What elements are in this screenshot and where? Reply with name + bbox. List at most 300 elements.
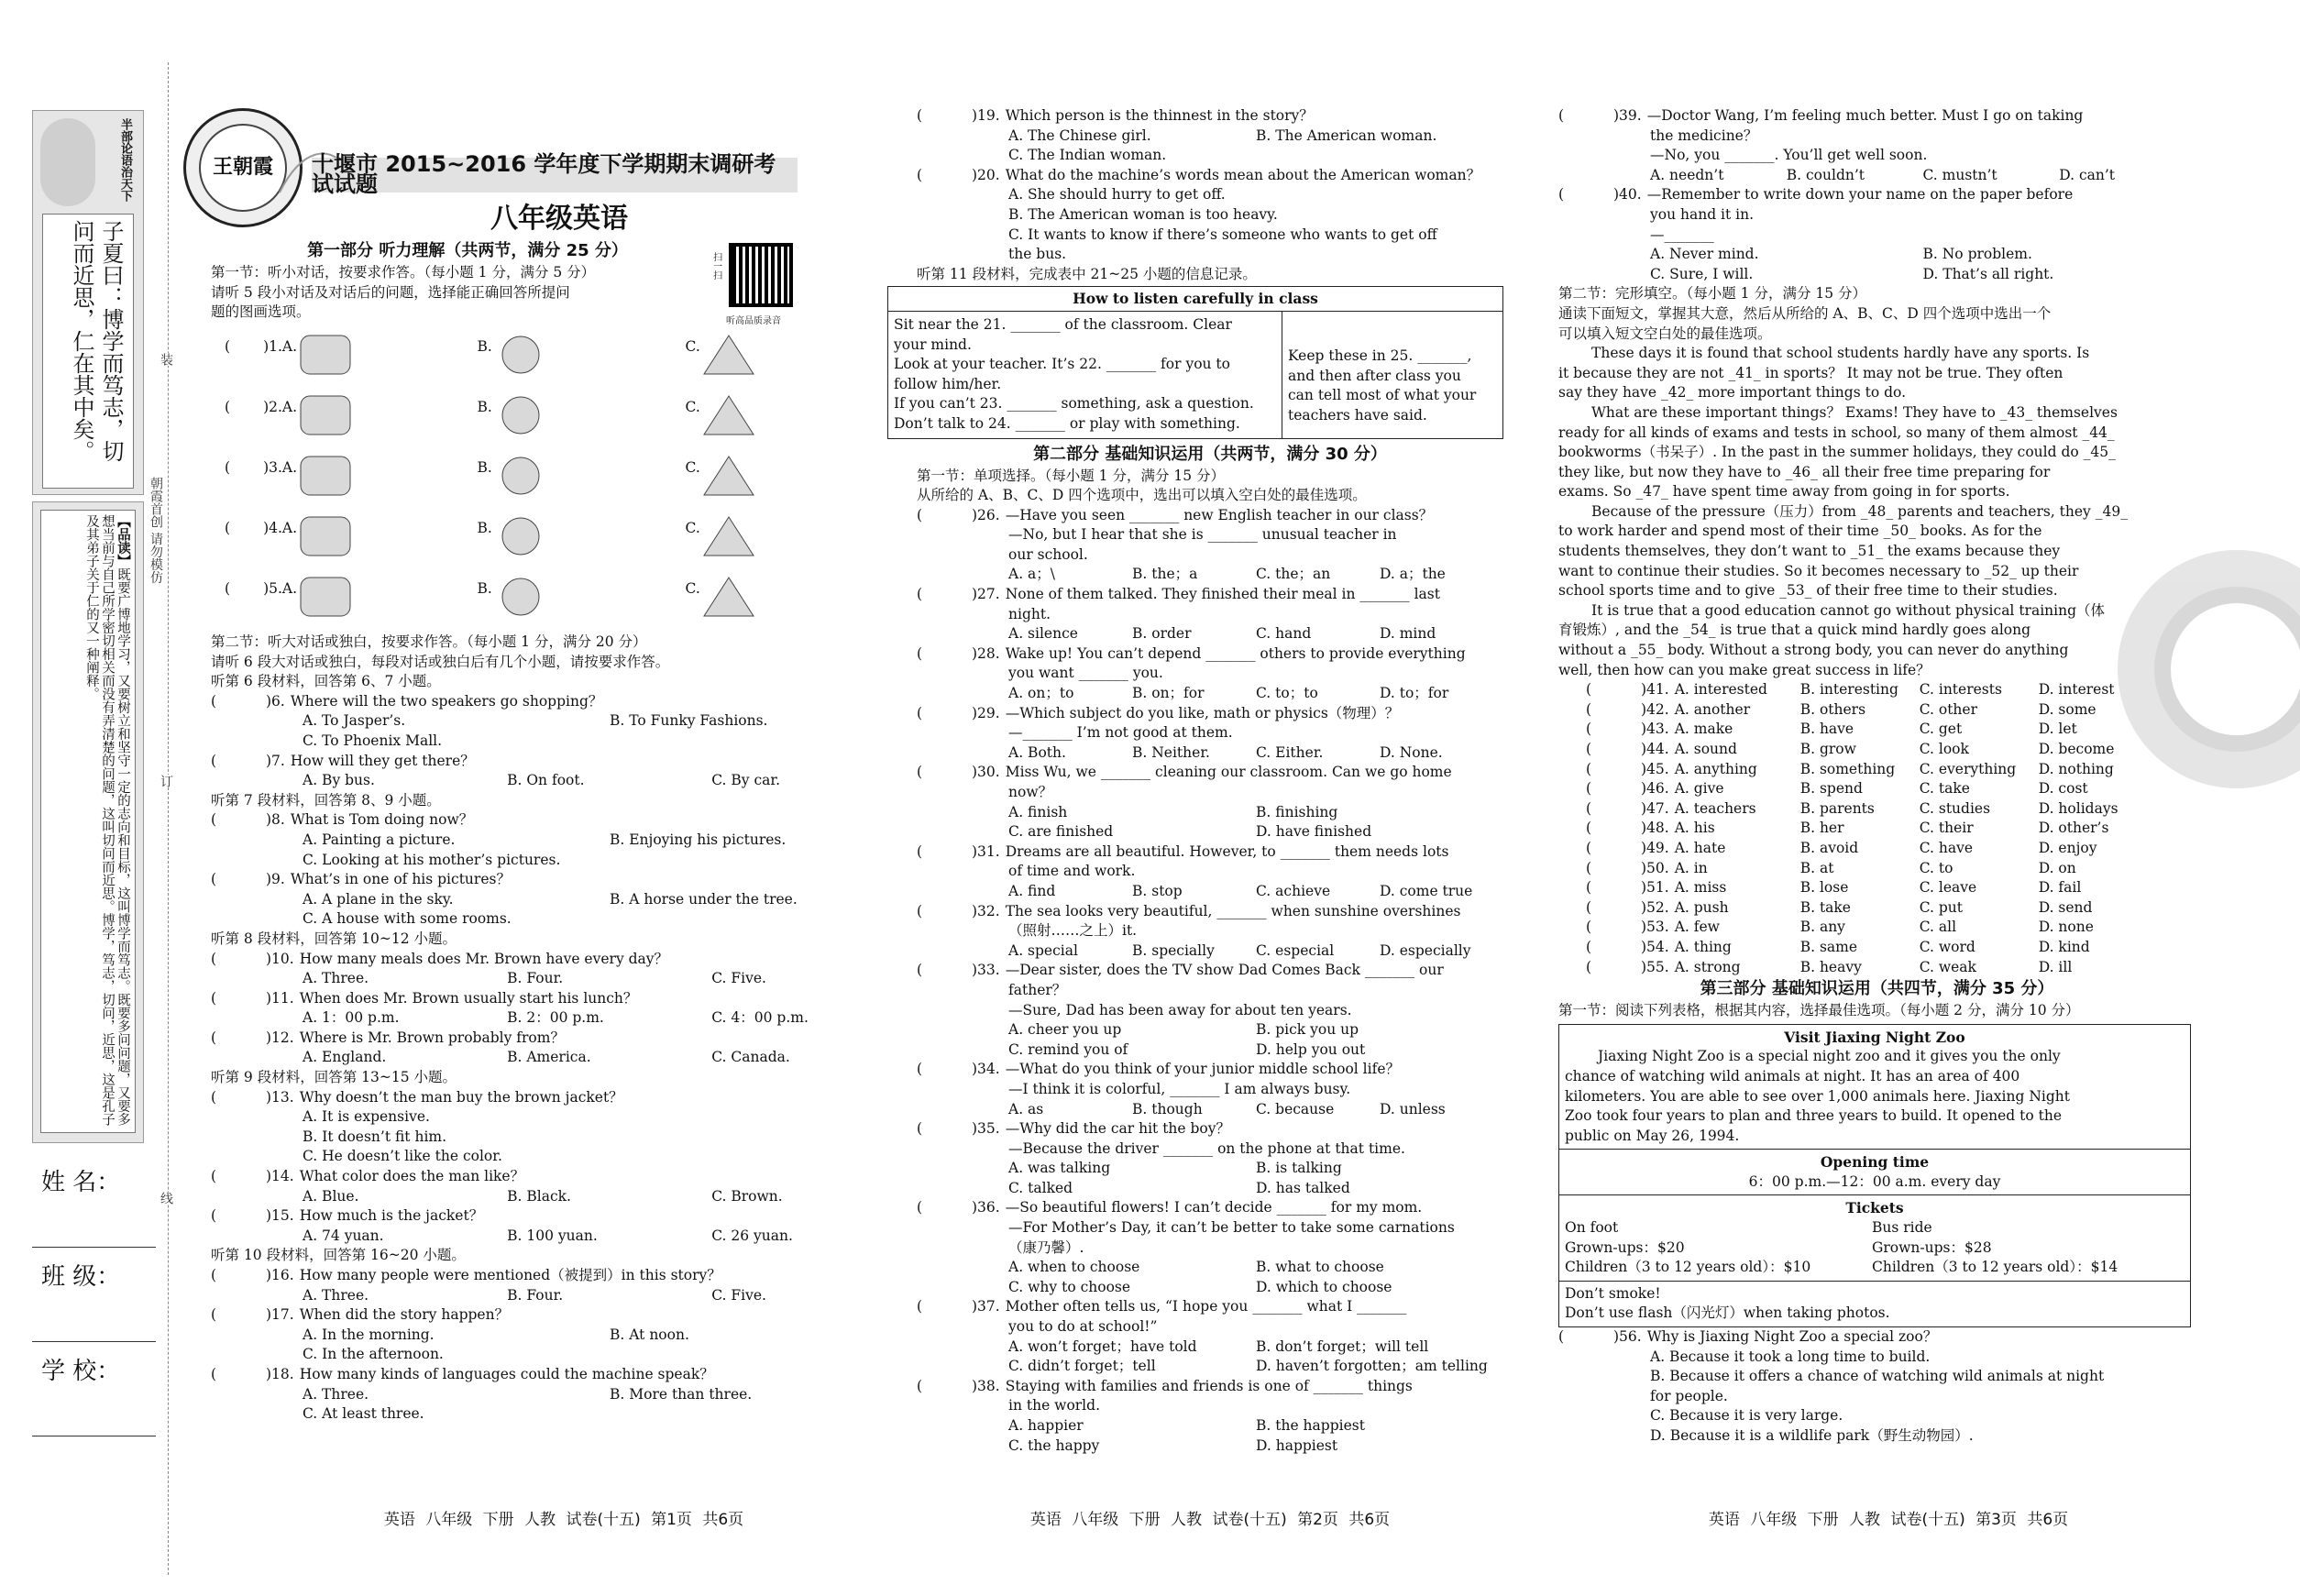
option-row [211,1286,917,1306]
option[interactable]: A. in [1674,859,1708,876]
option[interactable]: A. anything [1674,760,1757,777]
answer-blank[interactable]: ( [1586,820,1592,837]
option-letter: B. [477,338,492,355]
option[interactable]: C. their [1919,820,1974,837]
option-letter: C. [685,580,700,597]
answer-blank[interactable]: ( [211,752,217,769]
option[interactable]: D. none [2038,919,2094,936]
answer-blank[interactable]: ( [1586,919,1592,936]
answer-blank[interactable]: ( [917,586,923,603]
option[interactable]: A. give [1674,780,1724,798]
picture-option[interactable] [603,385,793,431]
answer-blank[interactable]: ( [211,1267,217,1283]
picture-option[interactable] [413,506,603,552]
answer-blank[interactable]: ( [225,459,231,476]
option[interactable]: C. interests [1919,681,2002,699]
answer-blank[interactable]: ( [1586,681,1592,699]
option-line: in the world. [1008,1397,1100,1414]
option-row [1558,166,2195,186]
option[interactable]: B. interesting [1799,681,1898,699]
answer-blank[interactable]: ( [1586,839,1592,856]
answer-blank[interactable]: ( [917,1061,923,1078]
option[interactable]: B. don’t forget；will tell [1256,1337,1429,1355]
option[interactable]: B. On foot. [507,772,585,789]
option[interactable]: C. Brown. [711,1187,783,1205]
answer-blank[interactable]: ( [1586,799,1592,817]
answer-blank[interactable]: ( [1586,898,1592,916]
question-number: )14. [266,1168,294,1185]
answer-blank[interactable]: ( [917,902,923,919]
answer-blank[interactable]: ( [1558,107,1565,124]
question-number: )31. [972,842,1000,860]
option[interactable]: D. mind [1380,625,1436,643]
question-number: )17. [266,1306,294,1324]
question-stem: What’s in one of his pictures？ [290,871,511,888]
picture-option[interactable] [413,385,603,431]
option[interactable]: B. is talking [1256,1160,1342,1177]
option[interactable]: C. remind you of [1008,1040,1128,1058]
option[interactable]: A. Blue. [303,1187,359,1205]
option[interactable]: C. get [1919,721,1963,738]
answer-blank[interactable]: ( [211,950,217,967]
option[interactable]: C. take [1919,780,1970,798]
option[interactable]: B. what to choose [1256,1259,1384,1276]
question-number: )42. [1641,700,1669,718]
answer-blank[interactable]: ( [917,506,923,523]
option[interactable]: B. spend [1799,780,1863,798]
answer-blank[interactable]: ( [1558,1328,1565,1346]
option[interactable]: C. By car. [711,772,781,789]
option[interactable]: D. a；the [1380,566,1446,583]
option[interactable]: C. didn’t forget；tell [1008,1358,1156,1375]
option[interactable]: D. holidays [2038,799,2118,817]
option[interactable]: A. another [1674,700,1751,718]
option[interactable]: C. weak [1919,958,1976,975]
question-number: )38. [972,1377,1000,1394]
option[interactable]: C. everything [1919,760,2017,777]
answer-blank[interactable]: ( [917,1298,923,1315]
option-line: C. A house with some rooms. [303,910,512,928]
option-line: C. Looking at his mother’s pictures. [303,851,561,868]
answer-blank[interactable]: ( [211,1168,217,1185]
option[interactable]: D. come true [1380,882,1473,899]
option[interactable]: A. By bus. [303,772,375,789]
option[interactable]: B. something [1799,760,1896,777]
option[interactable]: B. Black. [507,1187,571,1205]
answer-blank[interactable]: ( [917,1120,923,1138]
option[interactable]: B. Four. [507,1286,564,1304]
option[interactable]: B. To Funky Fashions. [610,712,768,730]
answer-blank[interactable]: ( [1586,879,1592,897]
answer-blank[interactable]: ( [211,811,217,829]
option[interactable]: B. 2：00 p.m. [507,1009,604,1027]
table-line: and then after class you [1288,367,1461,384]
ticket-price: Grown-ups：$20 [1565,1238,1685,1256]
answer-blank[interactable]: ( [211,1088,217,1106]
instruction-line: 第一节：阅读下列表格，根据其内容，选择最佳选项。（每小题 2 分，满分 10 分） [1558,1002,2080,1019]
option[interactable]: A. Three. [303,970,369,987]
option[interactable]: B. on；for [1132,685,1205,702]
option[interactable]: A. happier [1008,1417,1084,1434]
instruction-line: 请听 5 段小对话及对话后的问题，选择能正确回答所提问 [211,283,570,301]
option[interactable]: B. order [1132,625,1192,643]
option[interactable]: D. kind [2038,938,2090,955]
option[interactable]: D. can’t [2059,166,2116,183]
class-line[interactable] [32,1341,156,1342]
answer-blank[interactable]: ( [211,1306,217,1324]
option-line: C. At least three. [303,1405,424,1423]
option[interactable]: B. at [1799,859,1834,876]
option[interactable]: C. 4：00 p.m. [711,1009,809,1027]
option[interactable]: C. Canada. [711,1049,790,1066]
option[interactable]: B. A horse under the tree. [610,890,798,908]
option[interactable]: D. send [2038,898,2093,916]
option[interactable]: B. her [1799,820,1844,837]
option-row [917,941,1503,962]
question-stem: How much is the jacket？ [299,1207,484,1225]
option[interactable]: C. talked [1008,1179,1073,1196]
option[interactable]: A. In the morning. [303,1326,435,1343]
answer-blank[interactable]: ( [211,1207,217,1225]
option-row [917,1179,1503,1199]
picture-option[interactable] [413,325,603,370]
cloze-option-row [1558,760,2195,780]
option[interactable]: C. to [1919,859,1953,876]
answer-blank[interactable]: ( [1586,721,1592,738]
table-line: If you can’t 23. _______ something, ask a question. [894,395,1254,413]
option[interactable]: C. are finished [1008,823,1114,841]
question-number: )6. [266,692,285,710]
question-number: )28. [972,644,1000,662]
option[interactable]: A. was talking [1008,1160,1111,1177]
option[interactable]: A. thing [1674,938,1732,955]
option-picture-icon [700,453,757,499]
picture-option[interactable] [225,385,413,431]
option[interactable]: C. Five. [711,970,766,987]
option[interactable]: D. nothing [2038,760,2114,777]
option[interactable]: C. word [1919,938,1975,955]
question-number: )26. [972,506,1000,523]
option[interactable]: B. couldn’t [1786,166,1865,183]
answer-blank[interactable]: ( [917,962,923,979]
option[interactable]: B. take [1799,898,1851,916]
answer-blank[interactable]: ( [917,644,923,662]
option[interactable]: D. None. [1380,743,1443,761]
option[interactable]: C. have [1919,839,1974,856]
copyright-warning: 朝霞首创 请勿模仿 [149,477,163,584]
option-line: you want _______ you. [1008,665,1163,682]
option[interactable]: A. won’t forget；have told [1008,1337,1197,1355]
option[interactable]: A. finish [1008,803,1068,820]
option[interactable]: B. the；a [1132,566,1198,583]
option[interactable]: C. all [1919,919,1957,936]
answer-blank[interactable]: ( [917,764,923,781]
option[interactable]: B. 100 yuan. [507,1227,598,1244]
option[interactable]: A. miss [1674,879,1727,897]
table-line: Don’t talk to 24. _______ or play with something. [894,414,1240,432]
option[interactable]: A. The Chinese girl. [1008,127,1151,144]
answer-blank[interactable]: ( [225,580,231,597]
name-line[interactable] [32,1247,156,1248]
cloze-line: ready for all kinds of exams and tests in school, so many of them almost _44_ [1558,424,2115,441]
picture-option[interactable] [603,567,793,612]
option[interactable]: B. the happiest [1256,1417,1365,1434]
reading-questions [1558,1327,2195,1447]
question-number: )20. [972,166,1000,183]
option[interactable]: C. the happy [1008,1436,1100,1454]
option[interactable]: A. A plane in the sky. [303,890,454,908]
option[interactable]: B. same [1799,938,1858,955]
option[interactable]: B. others [1799,700,1866,718]
option[interactable]: C. mustn’t [1922,166,1997,183]
option[interactable]: D. let [2038,721,2077,738]
question-line [917,1060,1503,1080]
option[interactable]: C. other [1919,700,1977,718]
option[interactable]: A. England. [303,1049,387,1066]
option[interactable]: D. haven’t forgotten；am telling [1256,1358,1488,1375]
question-stem: —Have you seen _______ new English teacher in our class？ [1005,506,1434,523]
option-line: C. He doesn’t like the color. [303,1148,502,1165]
option[interactable]: A. Three. [303,1385,369,1403]
question-line [211,1206,917,1227]
question-number: )39. [1613,107,1642,124]
picture-option[interactable] [225,325,413,370]
picture-option[interactable] [603,506,793,552]
cloze-line: without a _55_ body. Without a strong body, you can never do anything [1558,642,2069,659]
option[interactable]: A. teachers [1674,799,1756,817]
answer-blank[interactable]: ( [917,842,923,860]
option[interactable]: A. when to choose [1008,1259,1140,1276]
option[interactable]: A. silence [1008,625,1078,643]
option[interactable]: B. pick you up [1256,1021,1359,1039]
option[interactable]: C. Sure, I will. [1650,265,1754,282]
answer-blank[interactable]: ( [1586,700,1592,718]
option[interactable]: D. has talked [1256,1179,1350,1196]
section-2-title: 第二部分 基础知识运用（共两节，满分 30 分） [1033,444,1387,464]
option[interactable]: A. needn’t [1650,166,1724,183]
picture-question-row [225,446,793,506]
option[interactable]: A. find [1008,882,1056,899]
answer-blank[interactable]: ( [211,692,217,710]
option-letter: C. [685,399,700,415]
answer-blank[interactable]: ( [211,871,217,888]
option[interactable]: A. push [1674,898,1729,916]
option[interactable]: A. cheer you up [1008,1021,1122,1039]
option[interactable]: A. as [1008,1100,1044,1117]
question-stem: Mother often tells us, “I hope you _______ what I _______ [1005,1298,1407,1315]
option[interactable]: D. some [2038,700,2096,718]
question-number: )11. [266,989,294,1007]
cloze-line: bookworms（书呆子）. In the past in the summer holidays, they could do _45_ [1558,444,2116,461]
option[interactable]: D. help you out [1256,1040,1366,1058]
cloze-line: exams. So _47_ have spent time away from going in for sports. [1558,483,2010,501]
option[interactable]: A. a；\ [1008,566,1056,583]
picture-option[interactable] [413,446,603,491]
answer-blank[interactable]: ( [1586,760,1592,777]
option[interactable]: B. Four. [507,970,564,987]
option[interactable]: B. parents [1799,799,1875,817]
option[interactable]: B. though [1132,1100,1203,1117]
option[interactable]: A. his [1674,820,1715,837]
option[interactable]: A. Never mind. [1650,246,1759,263]
question-number: )47. [1641,799,1669,817]
question-number: )18. [266,1365,294,1382]
option[interactable]: B. No problem. [1922,246,2032,263]
option[interactable]: D. That’s all right. [1922,265,2054,282]
option[interactable]: B. At noon. [610,1326,689,1343]
answer-blank[interactable]: ( [917,166,923,183]
answer-blank[interactable]: ( [917,1377,923,1394]
answer-blank[interactable]: ( [917,107,923,124]
option[interactable]: D. cost [2038,780,2088,798]
option[interactable]: A. Both. [1008,743,1066,761]
picture-questions [225,325,793,627]
question-stem: —Dear sister, does the TV show Dad Comes Back _______ our [1005,962,1444,979]
option-row [211,1385,917,1405]
answer-blank[interactable]: ( [1586,958,1592,975]
option[interactable]: C. because [1256,1100,1335,1117]
answer-blank[interactable]: ( [211,1365,217,1382]
option[interactable]: B. More than three. [610,1385,753,1403]
option[interactable]: A. sound [1674,741,1737,757]
cloze-line: students themselves, they don’t want to _51_ the exams because they [1558,543,2061,560]
option[interactable]: C. to；to [1256,685,1318,702]
option[interactable]: D. enjoy [2038,839,2097,856]
picture-option[interactable] [413,567,603,612]
option[interactable]: A. hate [1674,839,1726,856]
option[interactable]: B. avoid [1799,839,1859,856]
option[interactable]: D. on [2038,859,2076,876]
cloze-option-row [1558,779,2195,799]
picture-option[interactable] [603,446,793,491]
option[interactable]: B. heavy [1799,958,1862,975]
answer-blank[interactable]: ( [1586,938,1592,955]
picture-option[interactable] [225,446,413,491]
option-letter: B. [477,399,492,415]
option[interactable]: C. Five. [711,1286,766,1304]
picture-option[interactable] [225,506,413,552]
answer-blank[interactable]: ( [1558,186,1565,204]
answer-blank[interactable]: ( [917,704,923,721]
option[interactable]: D. happiest [1256,1436,1338,1454]
notes-table [887,286,1503,438]
option[interactable]: C. put [1919,898,1963,916]
option-line: —No, but I hear that she is _______ unusual teacher in [1008,526,1397,544]
option[interactable]: D. fail [2038,879,2082,897]
single-choice-questions [917,506,1503,1457]
option[interactable]: A. To Jasper’s. [303,712,406,730]
picture-option[interactable] [603,325,793,370]
answer-blank[interactable]: ( [1586,741,1592,757]
cloze-option-row [1558,720,2195,740]
option[interactable]: C. why to choose [1008,1278,1131,1295]
motto-box [32,110,144,495]
option-picture-icon [492,513,549,559]
option[interactable]: B. The American woman. [1256,127,1437,144]
answer-blank[interactable]: ( [211,1029,217,1046]
option[interactable]: B. any [1799,919,1845,936]
option[interactable]: B. America. [507,1049,591,1066]
option[interactable]: B. lose [1799,879,1849,897]
answer-blank[interactable]: ( [1586,780,1592,798]
question-line [917,1198,1503,1218]
option[interactable]: B. Neither. [1132,743,1210,761]
option-letter: A. [281,338,298,355]
cloze-line: say they have _42_ more important things to do. [1558,384,1906,402]
option[interactable]: B. grow [1799,741,1856,757]
option[interactable]: D. unless [1380,1100,1446,1117]
option[interactable]: D. interest [2038,681,2115,699]
option[interactable]: A. interested [1674,681,1767,699]
option-line: A. She should hurry to get off. [1008,186,1226,204]
ticket-price: Children（3 to 12 years old）：$10 [1565,1259,1811,1276]
option[interactable]: C. Either. [1256,743,1324,761]
option[interactable]: A. Three. [303,1286,369,1304]
option[interactable]: A. make [1674,721,1733,738]
option[interactable]: D. have finished [1256,823,1372,841]
option[interactable]: D. to；for [1380,685,1449,702]
option[interactable]: A. on；to [1008,685,1074,702]
option[interactable]: A. Painting a picture. [303,831,456,848]
option[interactable]: D. other’s [2038,820,2109,837]
option[interactable]: D. become [2038,741,2115,757]
option-row [917,1278,1503,1298]
table-line: Sit near the 21. _______ of the classroom. Clear [894,315,1232,333]
option[interactable]: C. 26 yuan. [711,1227,793,1244]
option[interactable]: B. stop [1132,882,1183,899]
option[interactable]: A. few [1674,919,1720,936]
option[interactable]: C. especial [1256,941,1335,959]
option-row [917,624,1503,644]
option[interactable]: C. the；an [1256,566,1331,583]
answer-blank[interactable]: ( [225,399,231,415]
question-stem: —Doctor Wang, I’m feeling much better. Must I go on taking [1646,107,2084,124]
option[interactable]: A. strong [1674,958,1741,975]
picture-option[interactable] [225,567,413,612]
question-line [211,810,917,831]
option[interactable]: B. Enjoying his pictures. [610,831,787,848]
option[interactable]: B. have [1799,721,1854,738]
option[interactable]: B. specially [1132,941,1215,959]
question-number: )4. [263,520,282,536]
cloze-option-row [1558,958,2195,978]
question-line [917,506,1503,526]
option[interactable]: A. special [1008,941,1078,959]
answer-blank[interactable]: ( [211,989,217,1007]
option[interactable]: D. which to choose [1256,1278,1392,1295]
table-line: follow him/her. [894,375,1002,392]
cloze-line: It is true that a good education cannot go without physical training（体 [1591,601,2105,619]
option[interactable]: B. finishing [1256,803,1338,820]
option[interactable]: C. achieve [1256,882,1331,899]
option[interactable]: C. look [1919,741,1969,757]
option[interactable]: D. especially [1380,941,1471,959]
answer-blank[interactable]: ( [917,1199,923,1216]
section-3-title: 第三部分 基础知识运用（共四节，满分 35 分） [1700,979,2054,999]
answer-blank[interactable]: ( [1586,859,1592,876]
option[interactable]: C. studies [1919,799,1991,817]
option[interactable]: C. leave [1919,879,1977,897]
instruction-line: 第一节：听小对话，按要求作答。（每小题 1 分，满分 5 分） [211,264,596,281]
question-line [917,644,1503,665]
material-heading: 听第 7 段材料，回答第 8、9 小题。 [211,791,441,809]
answer-blank[interactable]: ( [225,338,231,355]
option[interactable]: C. hand [1256,625,1312,643]
option[interactable]: A. 1：00 p.m. [303,1009,400,1027]
option[interactable]: A. 74 yuan. [303,1227,384,1244]
answer-blank[interactable]: ( [225,520,231,536]
option[interactable]: D. ill [2038,958,2073,975]
